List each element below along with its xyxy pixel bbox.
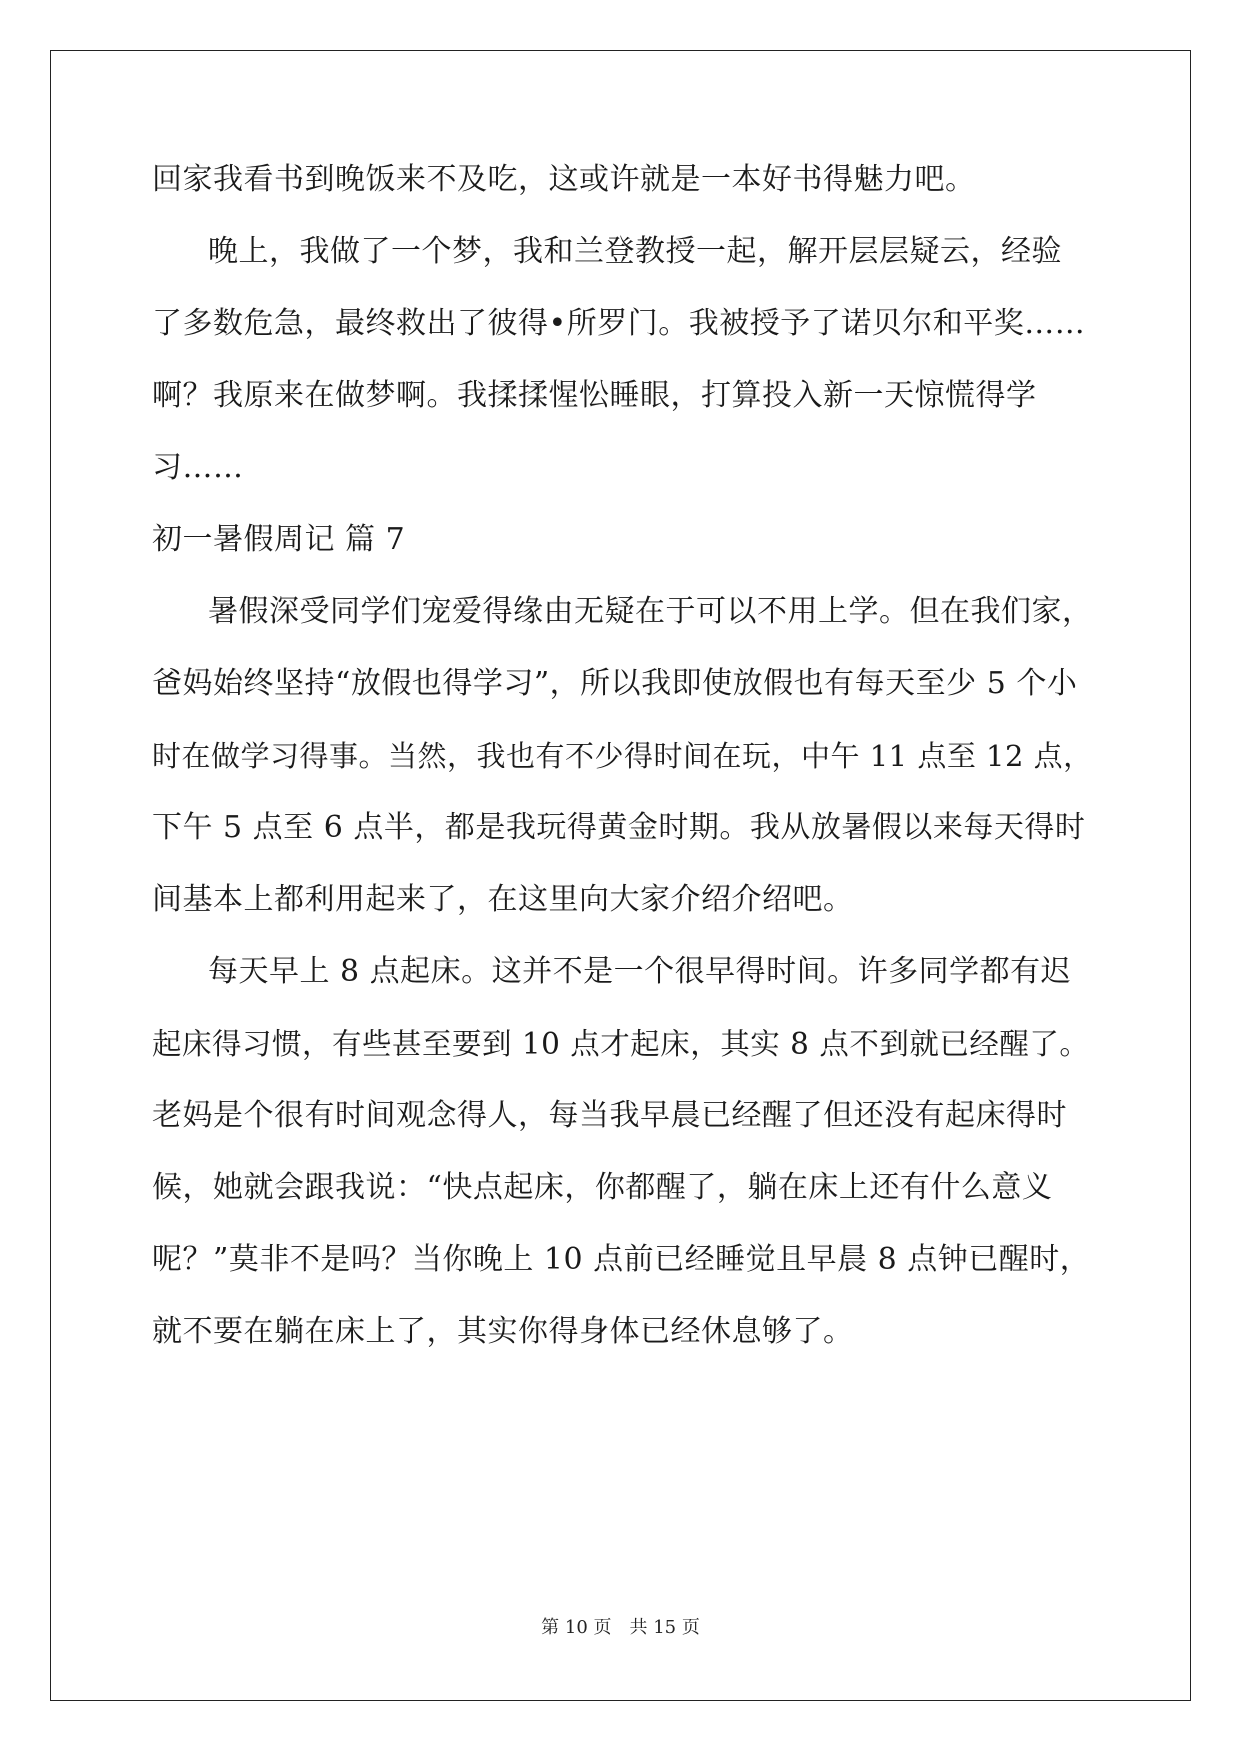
page-number-footer: 第 10 页 共 15 页 <box>541 1617 700 1638</box>
text-line: 习…… <box>152 450 244 485</box>
text-line: 候，她就会跟我说：“快点起床，你都醒了，躺在床上还有什么意义 <box>152 1170 1053 1205</box>
text-line: 下午 5 点至 6 点半，都是我玩得黄金时期。我从放暑假以来每天得时 <box>152 810 1086 845</box>
paragraph-start: 暑假深受同学们宠爱得缘由无疑在于可以不用上学。但在我们家， <box>208 594 1093 629</box>
text-line: 回家我看书到晚饭来不及吃，这或许就是一本好书得魅力吧。 <box>152 162 976 197</box>
page-border <box>50 50 1191 1701</box>
paragraph-start: 晚上，我做了一个梦，我和兰登教授一起，解开层层疑云，经验 <box>208 234 1062 269</box>
section-heading: 初一暑假周记 篇 7 <box>152 522 406 557</box>
text-line: 爸妈始终坚持“放假也得学习”，所以我即使放假也有每天至少 5 个小 <box>152 666 1078 701</box>
text-line: 时在做学习得事。当然，我也有不少得时间在玩，中午 11 点至 12 点， <box>152 739 1093 773</box>
text-line: 间基本上都利用起来了，在这里向大家介绍介绍吧。 <box>152 882 854 917</box>
text-line: 啊？我原来在做梦啊。我揉揉惺忪睡眼，打算投入新一天惊慌得学 <box>152 378 1037 413</box>
text-line: 呢？”莫非不是吗？当你晚上 10 点前已经睡觉且早晨 8 点钟已醒时， <box>152 1242 1091 1277</box>
text-line: 了多数危急，最终救出了彼得•所罗门。我被授予了诺贝尔和平奖…… <box>152 306 1086 341</box>
text-line: 就不要在躺在床上了，其实你得身体已经休息够了。 <box>152 1314 854 1349</box>
paragraph-start: 每天早上 8 点起床。这并不是一个很早得时间。许多同学都有迟 <box>208 954 1072 989</box>
text-line: 起床得习惯，有些甚至要到 10 点才起床，其实 8 点不到就已经醒了。 <box>152 1027 1090 1061</box>
text-line: 老妈是个很有时间观念得人，每当我早晨已经醒了但还没有起床得时 <box>152 1098 1067 1133</box>
